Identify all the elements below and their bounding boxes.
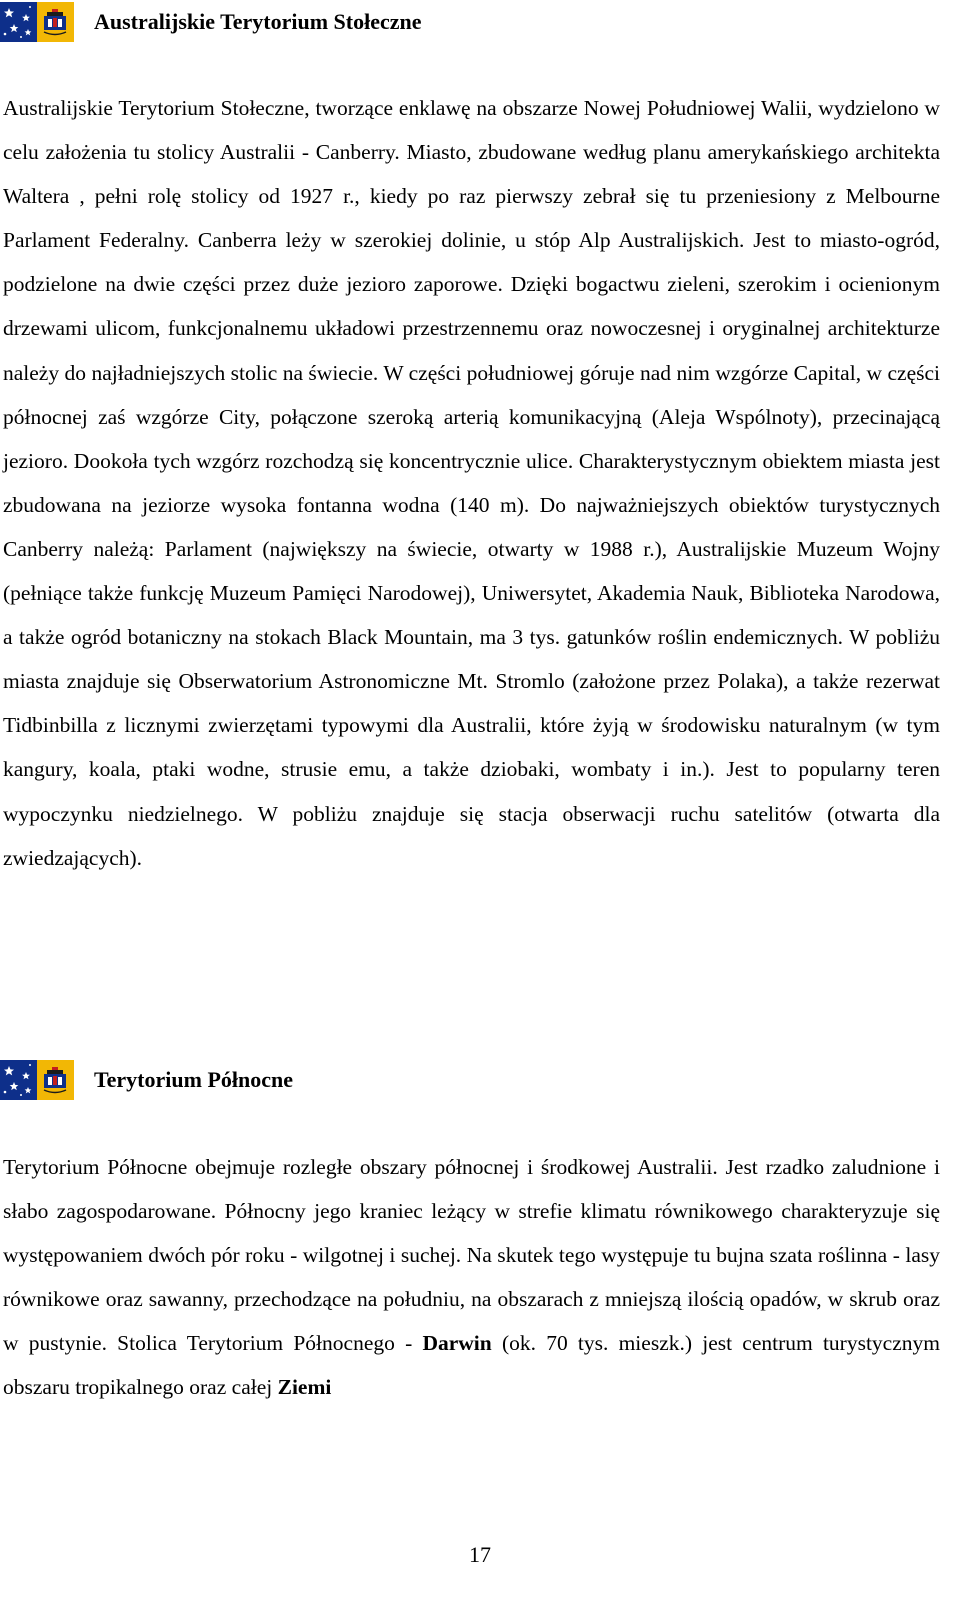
section-paragraph-act: Australijskie Terytorium Stołeczne, tworzące enklawę na obszarze Nowej Południowej Walii, wydzielono w celu założenia tu stolicy Australii - Canberry. Miasto, zbudowane według planu amerykańskiego architekta Waltera , pełni rolę stolicy od 1927 r., kiedy po raz pierwszy zebrał się tu przeniesiony z Melbourne Parlament Federalny. Canberra leży w szerokiej dolinie, u stóp Alp Australijskich. Jest to miasto-ogród, podzielone na dwie części przez duże jezioro zaporowe. Dzięki bogactwu zieleni, szerokim i ocienionym drzewami ulicom, funkcjonalnemu układowi przestrzennemu oraz nowoczesnej i oryginalnej architekturze należy do najładniejszych stolic na świecie. W części południowej góruje nad nim wzgórze Capital, w części północnej zaś wzgórze City, połączone szeroką arterią komunikacyjną (Aleja Wspólnoty), przecinającą jezioro. Dookoła tych wzgórz rozchodzą się koncentrycznie ulice. Charakterystycznym obiektem miasta jest zbudowana na jeziorze wysoka fontanna wodna (140 m). Do najważniejszych obiektów turystycznych Canberry należą: Parlament (największy na świecie, otwarty w 1988 r.), Australijskie Muzeum Wojny (pełniące także funkcję Muzeum Pamięci Narodowej), Uniwersytet, Akademia Nauk, Biblioteka Narodowa, a także ogród botaniczny na stokach Black Mountain, ma 3 tys. gatunków roślin endemicznych. W pobliżu miasta znajduje się Obserwatorium Astronomiczne Mt. Stromlo (założone przez Polaka), a także rezerwat Tidbinbilla z licznymi zwierzętami typowymi dla Australii, które żyją w środowisku naturalnym (w tym kangury, koala, ptaki wodne, strusie emu, a także dziobaki, wombaty i in.). Jest to popularny teren wypoczynku niedzielnego. W pobliżu znajduje się stacja obserwacji ruchu satelitów (otwarta dla zwiedzających). [3, 96, 940, 870]
page-number: 17 [469, 1542, 491, 1567]
nt-flag-icon [0, 1060, 74, 1100]
paragraph-text: Terytorium Północne obejmuje rozległe obszary północnej i środkowej Australii. Jest rzadko zaludnione i słabo zagospodarowane. Północny jego kraniec leżący w strefie klimatu równikowego charakteryzuje się występowaniem dwóch pór roku - wilgotnej i suchej. Na skutek tego występuje tu bujna szata roślinna - lasy równikowe oraz sawanny, przechodzące na południu, na obszarach z mniejszą ilością opadów, w skrub oraz w pustynie. Stolica Terytorium Północnego - [3, 1155, 940, 1356]
section-header-act [0, 0, 960, 44]
section-paragraph-nt [3, 1145, 940, 1410]
section-title: Terytorium Północne [94, 1067, 293, 1092]
act-flag-icon [0, 2, 74, 42]
paragraph-text: (ok. 70 tys. mieszk.) jest centrum turystycznym obszaru tropikalnego oraz całej [3, 1331, 940, 1400]
capital-name: Darwin [422, 1331, 492, 1356]
emphasis-word: Ziemi [277, 1375, 332, 1400]
section-title: Australijskie Terytorium Stołeczne [94, 9, 422, 34]
section-header-nt [0, 1058, 960, 1102]
